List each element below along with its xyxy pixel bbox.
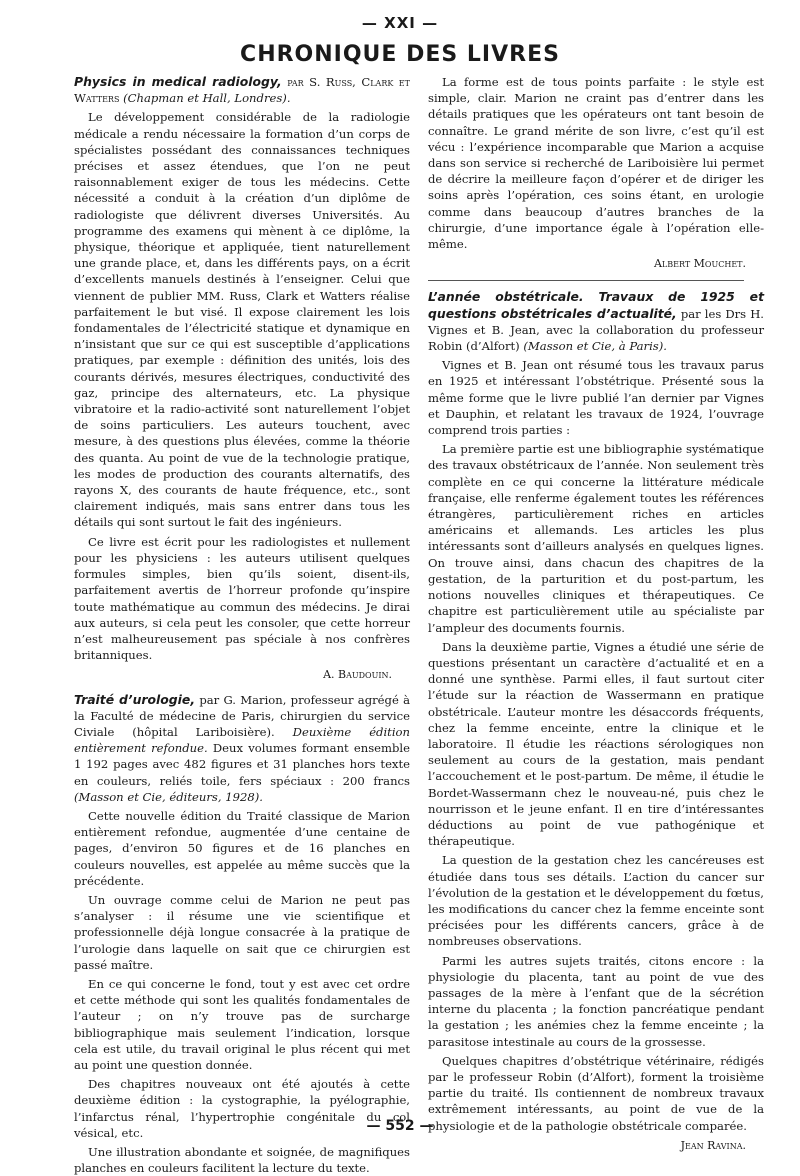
review-paragraph: Des chapitres nouveaux ont été ajoutés à cette deuxième édition : la cystographie, la pyélographie, l’infarctus rénal, l’hypertrophie congénitale du col vésical, etc.	[74, 1077, 410, 1140]
review-paragraph: Le développement considérable de la radiologie médicale a rendu nécessaire la formation d’un corps de spécialistes possédant des connaissances techniques précises et assez étendues, que l’on ne peut raisonnablement exiger de tous les médecins. Cette nécessité a conduit à la création d’un diplôme de radiologiste que délivrent diverses Universités. Au programme des examens qui mènent à ce diplôme, la physique, théorique et appliquée, tient naturellement une grande place, et, dans les différents pays, on a écrit d’excellents manuels destinés à l’enseigner. Celui que viennent de publier MM. Russ, Clark et Watters réalise parfaitement le but visé. Il expose clairement les lois fondamentales de l’électricité statique et dynamique en n’insistant que sur ce qui est susceptible d’applications pratiques, par exemple : définition des unités, lois des courants dérivés, mesures électriques, conductivité des gaz, principe des alternateurs, etc. La physique vibratoire et la radio-activité sont naturellement l’objet de soins particuliers. Les auteurs touchent, avec mesure, à des questions plus élevées, comme la théorie des quanta. Au point de vue de la technologie pratique, les modes de production des courants alternatifs, des rayons X, des courants de haute fréquence, etc., sont clairement indiqués, mais sans entrer dans tous les détails qui sont surtout le fait des ingénieurs.	[74, 110, 410, 530]
book-publisher: (Chapman et Hall, Londres).	[123, 91, 291, 106]
review-heading	[74, 74, 410, 106]
book-details: Deux volumes formant ensemble 1 192 pages avec 482 figures et 31 planches hors texte en couleurs, reliés toile, fers spéciaux : 200 francs	[74, 741, 410, 788]
review-paragraph: Dans la deuxième partie, Vignes a étudié une série de questions présentant un caractère d’actualité et en a donné une synthèse. Parmi elles, il faut surtout citer l’étude sur la réaction de Wassermann en pratique obstétricale. L’auteur montre les désaccords fréquents, chez la femme enceinte, entre la clinique et le laboratoire. Il étudie les réactions sérologiques non seulement au cours de la gestation, mais pendant l’accouchement et le post-partum. De même, il étudie le Bordet-Wassermann chez le nouveau-né, puis chez le nourrisson et le jeune enfant. Il en tire d’intéressantes déductions au point de vue pathogénique et thérapeutique.	[428, 639, 764, 849]
review-paragraph: En ce qui concerne le fond, tout y est avec cet ordre et cette méthode qui sont les qualités fondamentales de l’auteur ; on n’y trouve pas de surcharge bibliographique mais seulement l’indication, lorsque cela est utile, du travail original le plus récent qui met au point une question donnée.	[74, 976, 410, 1072]
book-edition: Deuxième édition entièrement refondue.	[74, 724, 410, 756]
page-number: — 552 —	[366, 1118, 434, 1134]
review-paragraph: Un ouvrage comme celui de Marion ne peut pas s’analyser : il résume une vie scientifique et professionnelle déjà longue consacrée à la pratique de l’urologie dans laquelle on sait que ce chirurgien est passé maître.	[74, 892, 410, 972]
review-paragraph: Une illustration abondante et soignée, de magnifiques planches en couleurs facilitent la lecture du texte.	[74, 1145, 410, 1176]
review-signature: Albert Mouchet.	[653, 257, 746, 271]
book-publisher: (Masson et Cie, à Paris).	[523, 339, 667, 354]
review-urologie-cont	[428, 74, 764, 272]
review-divider	[428, 280, 744, 281]
book-title: Traité d’urologie,	[74, 691, 196, 707]
review-paragraph: Ce livre est écrit pour les radiologistes et nullement pour les physiciens : les auteurs utilisent quelques formules simples, bien qu’ils soient, disent-ils, parfaitement avertis de l’horreur profonde qu’inspire toute mathématique au commun des médecins. Je dirai aux auteurs, si cela peut les consoler, que cette horreur n’est malheureusement pas spéciale à nos confrères britanniques.	[74, 534, 410, 663]
review-signature: A. Baudouin.	[323, 668, 392, 682]
review-urologie	[74, 692, 410, 1176]
roman-page-number: — XXI —	[361, 14, 439, 32]
review-paragraph: La forme est de tous points parfaite : le style est simple, clair. Marion ne craint pas d’entrer dans les détails pratiques que les opérateurs ont tant besoin de connaître. Le grand mérite de son livre, c’est qu’il est vécu : l’expérience incomparable que Marion a acquise dans son service si recherché de Lariboisière lui permet de décrire la meilleure façon d’opérer et de diriger les soins après l’opération, ces soins étant, en urologie comme dans beaucoup d’autres branches de la chirurgie, d’une importance égale à l’opération elle-même.	[428, 75, 764, 252]
book-title: Physics in medical radiology,	[74, 74, 282, 89]
book-title: L’année obstétricale. Travaux de 1925 et questions obstétricales d’actualité,	[428, 289, 764, 321]
book-authors: par S. Russ, Clark et Watters	[74, 75, 410, 106]
review-paragraph: Cette nouvelle édition du Traité classique de Marion entièrement refondue, augmentée d’une centaine de pages, d’environ 50 figures et de 16 planches en couleurs nouvelles, est appelée au même succès que la précédente.	[74, 808, 410, 888]
review-heading	[74, 692, 410, 805]
review-paragraph: Parmi les autres sujets traités, citons encore : la physiologie du placenta, tant au point de vue des passages de la mère à l’enfant que de la sécrétion interne du placenta ; la fonction pancréatique pendant la gestation ; les anémies chez la femme enceinte ; la parasitose intestinale au cours de la grossesse.	[428, 953, 764, 1049]
book-authors: par les Drs H. Vignes et B. Jean, avec la collaboration du professeur Robin (d’Alfort)	[428, 306, 764, 354]
review-signature: Jean Ravina.	[680, 1138, 746, 1152]
review-physics	[74, 74, 410, 684]
review-paragraph: La première partie est une bibliographie systématique des travaux obstétricaux de l’année. Non seulement très complète en ce qui concerne la littérature médicale française, elle renferme également toutes les références étrangères, particulièrement riches en articles américains et allemands. Les articles les plus intéressants sont d’ailleurs analysés en quelques lignes. On trouve ainsi, dans chacun des chapitres de la gestation, de la parturition et du post-partum, les notions nouvelles cliniques et thérapeutiques. Ce chapitre est particulièrement utile au spécialiste par l’ampleur des documents fournis.	[428, 442, 764, 635]
section-title: CHRONIQUE DES LIVRES	[240, 42, 560, 67]
review-obstetricale	[428, 289, 764, 1154]
right-column	[428, 74, 764, 1152]
review-paragraph: Vignes et B. Jean ont résumé tous les travaux parus en 1925 et intéressant l’obstétrique. Présenté sous la même forme que le livre publié l’an dernier par Vignes et Dauphin, et relatant les travaux de 1924, l’ouvrage comprend trois parties :	[428, 358, 764, 438]
review-heading	[428, 289, 764, 354]
review-paragraph: La question de la gestation chez les cancéreuses est étudiée dans tous ses détails. L’action du cancer sur l’évolution de la gestation et le développement du fœtus, les modifications du cancer chez la femme enceinte sont précisées pour les différents cancers, grâce à de nombreuses observations.	[428, 853, 764, 949]
review-paragraph: Quelques chapitres d’obstétrique vétérinaire, rédigés par le professeur Robin (d’Alfort), forment la troisième partie du traité. Ils contiennent de nombreux travaux extrêmement intéressants, au point de vue de la physiologie et de la pathologie obstétricale comparée.	[428, 1053, 764, 1133]
book-authors: par G. Marion, professeur agrégé à la Faculté de médecine de Paris, chirurgien du service Civiale (hôpital Lariboisière).	[74, 692, 410, 739]
book-publisher: (Masson et Cie, éditeurs, 1928).	[74, 789, 263, 804]
